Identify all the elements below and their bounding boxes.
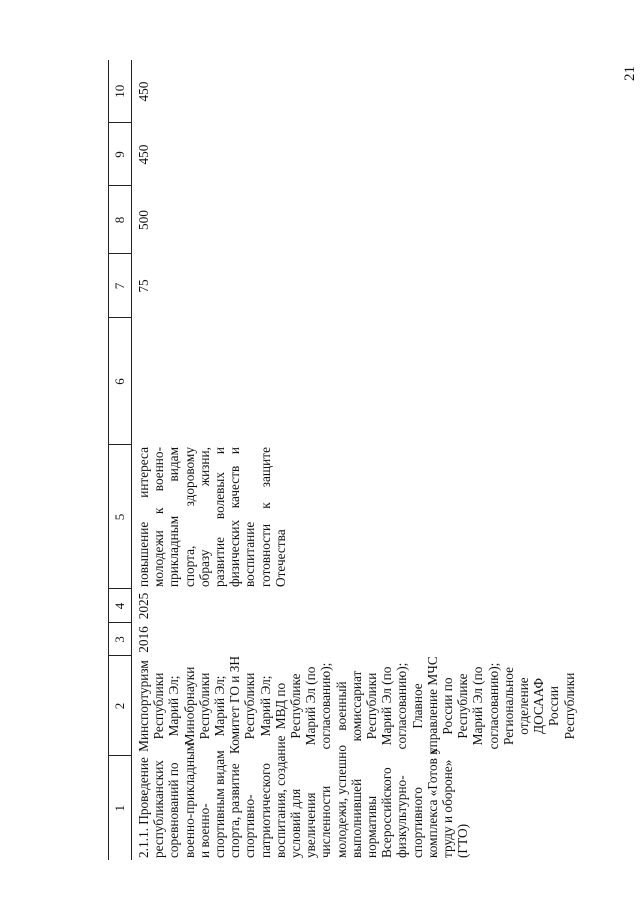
column-header-8: 8	[109, 186, 132, 254]
program-table	[108, 60, 577, 860]
cell-line: Республики	[364, 672, 380, 740]
cell-line: Всероссийского	[379, 767, 395, 858]
rotated-table-wrapper	[108, 60, 628, 860]
cell-line: воспитания, создание	[272, 735, 288, 858]
cell-line: физических качеств и	[227, 447, 243, 587]
cell-line: Республики	[196, 672, 212, 740]
cell-line: согласованию);	[394, 662, 410, 750]
column-header-9: 9	[109, 123, 132, 186]
cell-line: спортивно-	[242, 794, 258, 858]
cell-line: Марий Эл (по	[470, 666, 486, 746]
cell-end-year: 2025	[136, 592, 151, 620]
cell-line: согласованию);	[485, 662, 501, 750]
cell-col6	[132, 318, 577, 445]
cell-line: спортивным видам	[212, 750, 228, 858]
cell-line: России по	[440, 677, 456, 735]
cell-line: Марий Эл (по	[379, 666, 395, 746]
cell-line: Региональное	[500, 667, 516, 746]
cell-line: Отечества	[272, 529, 288, 587]
column-header-3: 3	[109, 623, 132, 656]
cell-start-year: 2016	[136, 626, 151, 653]
cell-line: Республики	[242, 672, 258, 740]
cell-col8: 500	[136, 210, 151, 230]
column-header-10: 10	[109, 60, 132, 123]
cell-line: Комитет ГО и ЗН	[227, 656, 243, 754]
cell-line: спорта, здоровому	[181, 447, 197, 587]
cell-line: Республике	[455, 673, 471, 739]
cell-line: численности	[318, 785, 334, 858]
cell-line: повышение интереса	[136, 447, 151, 587]
cell-line: согласованию);	[318, 662, 334, 750]
cell-line: (ГТО)	[455, 823, 471, 858]
cell-event-name	[132, 735, 577, 860]
cell-line: и военно-	[196, 803, 212, 858]
cell-line: Марий Эл;	[212, 675, 228, 737]
cell-line: соревнований по	[166, 762, 182, 858]
cell-line: увеличения	[303, 792, 319, 858]
cell-line: физкультурно-	[394, 775, 410, 858]
cell-line: развитие волевых и	[212, 447, 228, 587]
cell-line: России	[546, 685, 562, 727]
cell-line: республиканских	[151, 760, 167, 858]
cell-executors	[132, 656, 577, 756]
cell-col7: 75	[136, 279, 151, 293]
cell-line: нормативы	[364, 795, 380, 858]
column-header-5: 5	[109, 445, 132, 589]
cell-line: Марий Эл;	[166, 675, 182, 737]
cell-line: 2.1.1. Проведение	[136, 757, 151, 858]
cell-line: воспитание	[242, 521, 258, 587]
cell-line: Марий Эл (по	[303, 666, 319, 746]
cell-line: Республики	[561, 672, 577, 740]
cell-line: условий для	[288, 788, 304, 858]
cell-line: военный	[333, 681, 349, 731]
cell-line: спортивного	[409, 787, 425, 858]
cell-line: выполнившей	[348, 778, 364, 858]
cell-expected-result	[132, 445, 577, 589]
cell-line: труду и обороне»	[440, 759, 456, 858]
cell-line: военно-прикладным	[181, 742, 197, 858]
column-header-7: 7	[109, 254, 132, 318]
cell-line: молодежи, успешно	[333, 745, 349, 858]
cell-line: готовности к защите	[257, 447, 273, 587]
cell-col10: 450	[136, 81, 151, 102]
column-header-6: 6	[109, 318, 132, 445]
cell-line: МВД по	[272, 682, 288, 730]
cell-line: отделение	[516, 677, 532, 735]
cell-line: Минобрнауки	[181, 666, 197, 746]
cell-col9: 450	[136, 144, 151, 165]
cell-line: Главное	[409, 683, 425, 729]
cell-line: образу жизни,	[196, 447, 212, 587]
cell-line: патриотического	[257, 763, 273, 858]
cell-line: Марий Эл;	[257, 675, 273, 737]
table-header-row	[109, 60, 132, 860]
column-header-2: 2	[109, 656, 132, 756]
cell-line: ДОСААФ	[531, 678, 547, 734]
column-header-1: 1	[109, 756, 132, 860]
cell-line: Республики	[151, 672, 167, 740]
table-row	[132, 60, 577, 860]
cell-line: прикладным видам	[166, 447, 182, 587]
cell-line: комплекса «Готов к	[424, 748, 440, 858]
cell-line: Республике	[288, 673, 304, 739]
cell-line: комиссариат	[348, 670, 364, 742]
cell-line: управление МЧС	[424, 656, 440, 754]
cell-line: молодежи к военно-	[151, 447, 167, 587]
cell-line: Минспортуризм	[136, 660, 151, 752]
page-number: 21	[622, 66, 638, 81]
cell-line: спорта, развитие	[227, 763, 243, 858]
column-header-4: 4	[109, 589, 132, 623]
